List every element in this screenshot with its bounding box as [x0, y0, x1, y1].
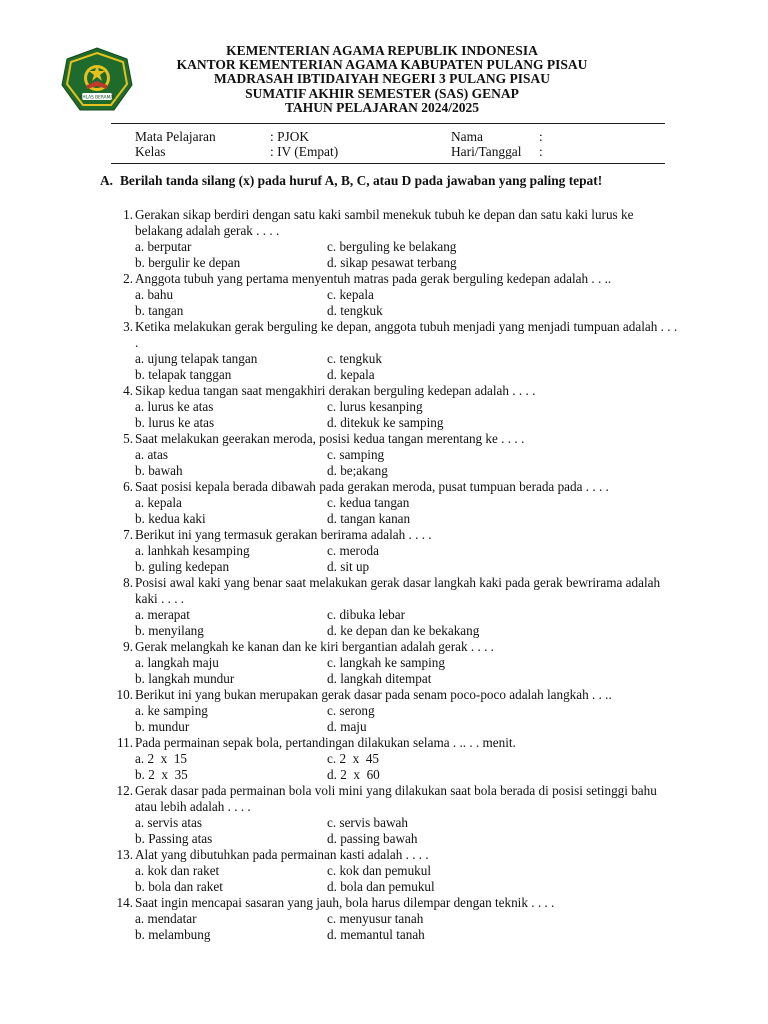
option-d: d. tengkuk [327, 303, 383, 318]
question-number: 6. [123, 479, 133, 494]
question-text: Gerak melangkah ke kanan dan ke kiri bergantian adalah gerak . . . . [135, 639, 494, 654]
option-a: a. ke samping [135, 703, 208, 718]
question-stem [112, 895, 692, 911]
option-row [112, 927, 692, 943]
option-b: b. tangan [135, 303, 184, 318]
divider-bottom [111, 163, 665, 164]
option-b: b. melambung [135, 927, 211, 942]
question-text: Saat posisi kepala berada dibawah pada gerakan meroda, pusat tumpuan berada pada . . . . [135, 479, 609, 494]
question-item [112, 431, 692, 479]
question-item [112, 575, 692, 639]
option-d: d. langkah ditempat [327, 671, 432, 686]
option-row [112, 703, 692, 719]
question-number: 8. [123, 575, 133, 590]
question-item [112, 639, 692, 687]
option-a: a. bahu [135, 287, 174, 302]
question-item [112, 527, 692, 575]
option-row [112, 351, 692, 367]
option-row [112, 671, 692, 687]
option-row [112, 655, 692, 671]
question-stem [112, 431, 692, 447]
question-number: 2. [123, 271, 133, 286]
question-text: Berikut ini yang bukan merupakan gerak dasar pada senam poco-poco adalah langkah . . .. [135, 687, 612, 702]
option-d: d. kepala [327, 367, 375, 382]
option-d: d. be;akang [327, 463, 388, 478]
question-item [112, 847, 692, 895]
option-b: b. langkah mundur [135, 671, 235, 686]
question-stem [112, 527, 692, 543]
name-value: : [539, 129, 543, 144]
option-d: d. 2 x 60 [327, 767, 380, 782]
class-value: : IV (Empat) [270, 144, 339, 159]
kemenag-logo [61, 47, 133, 115]
option-c: c. kok dan pemukul [327, 863, 432, 878]
identity-block [0, 129, 768, 159]
subject-label: Mata Pelajaran [135, 129, 216, 144]
question-text: Berikut ini yang termasuk gerakan berirama adalah . . . . [135, 527, 432, 542]
question-number: 13. [116, 847, 133, 862]
option-c: c. menyusur tanah [327, 911, 424, 926]
option-row [112, 751, 692, 767]
question-item [112, 207, 692, 271]
date-value: : [539, 144, 543, 159]
option-a: a. berputar [135, 239, 192, 254]
option-a: a. 2 x 15 [135, 751, 188, 766]
question-text: Saat melakukan geerakan meroda, posisi kedua tangan merentang ke . . . . [135, 431, 525, 446]
date-label: Hari/Tanggal [451, 144, 522, 159]
question-number: 5. [123, 431, 133, 446]
option-row [112, 239, 692, 255]
option-b: b. bawah [135, 463, 183, 478]
option-a: a. atas [135, 447, 168, 462]
question-stem [112, 271, 692, 287]
section-instruction [100, 173, 602, 189]
question-item [112, 271, 692, 319]
option-row [112, 495, 692, 511]
option-b: b. 2 x 35 [135, 767, 188, 782]
question-number: 14. [116, 895, 133, 910]
option-c: c. langkah ke samping [327, 655, 445, 670]
option-row [112, 303, 692, 319]
option-a: a. lurus ke atas [135, 399, 214, 414]
divider-top [111, 123, 665, 124]
question-text: Posisi awal kaki yang benar saat melakukan gerak dasar langkah kaki pada gerak bewrirama adalah kaki . . . . [135, 575, 661, 606]
question-number: 1. [123, 207, 133, 222]
question-item [112, 895, 692, 943]
option-d: d. memantul tanah [327, 927, 425, 942]
question-item [112, 687, 692, 735]
question-text: Sikap kedua tangan saat mengakhiri derakan berguling kedepan adalah . . . . [135, 383, 536, 398]
option-b: b. bergulir ke depan [135, 255, 241, 270]
question-number: 7. [123, 527, 133, 542]
option-a: a. lanhkah kesamping [135, 543, 250, 558]
section-instruction-text: Berilah tanda silang (x) pada huruf A, B, C, atau D pada jawaban yang paling tepat! [120, 173, 603, 188]
option-c: c. berguling ke belakang [327, 239, 457, 254]
question-item [112, 383, 692, 431]
question-item [112, 783, 692, 847]
option-b: b. menyilang [135, 623, 204, 638]
option-row [112, 399, 692, 415]
option-row [112, 911, 692, 927]
class-label: Kelas [135, 144, 166, 159]
option-b: b. guling kedepan [135, 559, 230, 574]
question-text: Pada permainan sepak bola, pertandingan dilakukan selama . .. . . menit. [135, 735, 516, 750]
option-row [112, 559, 692, 575]
option-a: a. servis atas [135, 815, 203, 830]
option-d: d. passing bawah [327, 831, 418, 846]
question-number: 10. [116, 687, 133, 702]
option-row [112, 863, 692, 879]
option-row [112, 815, 692, 831]
question-text: Alat yang dibutuhkan pada permainan kasti adalah . . . . [135, 847, 429, 862]
option-row [112, 415, 692, 431]
question-text: Gerak dasar pada permainan bola voli mini yang dilakukan saat bola berada di posisi setinggi bahu atau lebih adalah . . . . [135, 783, 657, 814]
option-row [112, 831, 692, 847]
question-stem [112, 319, 692, 351]
option-b: b. telapak tanggan [135, 367, 232, 382]
option-a: a. merapat [135, 607, 190, 622]
option-c: c. serong [327, 703, 375, 718]
option-d: d. tangan kanan [327, 511, 411, 526]
option-row [112, 879, 692, 895]
option-row [112, 255, 692, 271]
question-stem [112, 783, 692, 815]
letterhead-line-school: MADRASAH IBTIDAIYAH NEGERI 3 PULANG PISAU [214, 71, 550, 87]
option-c: c. meroda [327, 543, 379, 558]
letterhead [140, 44, 624, 115]
question-item [112, 319, 692, 383]
question-stem [112, 687, 692, 703]
svg-text:IKHLAS BERAMAL: IKHLAS BERAMAL [78, 95, 116, 101]
option-a: a. langkah maju [135, 655, 219, 670]
option-row [112, 607, 692, 623]
question-number: 11. [117, 735, 133, 750]
option-c: c. servis bawah [327, 815, 408, 830]
question-stem [112, 575, 692, 607]
question-stem [112, 479, 692, 495]
option-row [112, 623, 692, 639]
option-d: d. sit up [327, 559, 370, 574]
question-number: 12. [116, 783, 133, 798]
option-a: a. kok dan raket [135, 863, 220, 878]
option-c: c. lurus kesanping [327, 399, 423, 414]
option-c: c. tengkuk [327, 351, 382, 366]
option-b: b. Passing atas [135, 831, 213, 846]
question-number: 3. [123, 319, 133, 334]
option-a: a. mendatar [135, 911, 197, 926]
option-b: b. lurus ke atas [135, 415, 215, 430]
letterhead-line-exam: SUMATIF AKHIR SEMESTER (SAS) GENAP [245, 85, 519, 101]
option-row [112, 719, 692, 735]
option-c: c. kepala [327, 287, 374, 302]
option-row [112, 287, 692, 303]
option-d: d. ditekuk ke samping [327, 415, 444, 430]
option-b: b. kedua kaki [135, 511, 206, 526]
question-stem [112, 639, 692, 655]
letterhead-line-office: KANTOR KEMENTERIAN AGAMA KABUPATEN PULANG PISAU [176, 57, 588, 73]
option-row [112, 767, 692, 783]
question-number: 4. [123, 383, 133, 398]
question-list [112, 207, 692, 943]
question-stem [112, 735, 692, 751]
name-label: Nama [451, 129, 483, 144]
option-row [112, 447, 692, 463]
option-d: d. bola dan pemukul [327, 879, 435, 894]
option-b: b. mundur [135, 719, 190, 734]
option-b: b. bola dan raket [135, 879, 223, 894]
option-d: d. maju [327, 719, 367, 734]
option-row [112, 367, 692, 383]
question-stem [112, 847, 692, 863]
question-stem [112, 383, 692, 399]
option-row [112, 543, 692, 559]
option-row [112, 511, 692, 527]
question-number: 9. [123, 639, 133, 654]
option-d: d. sikap pesawat terbang [327, 255, 457, 270]
question-text: Ketika melakukan gerak berguling ke depan, anggota tubuh menjadi yang menjadi tumpuan adalah . . . . [135, 319, 678, 350]
option-a: a. kepala [135, 495, 182, 510]
option-row [112, 463, 692, 479]
question-text: Gerakan sikap berdiri dengan satu kaki sambil menekuk tubuh ke depan dan satu kaki lurus ke belakang adalah gerak . . . . [135, 207, 634, 238]
section-letter: A. [100, 173, 114, 188]
option-c: c. dibuka lebar [327, 607, 405, 622]
letterhead-line-year: TAHUN PELAJARAN 2024/2025 [284, 99, 479, 115]
option-d: d. ke depan dan ke bekakang [327, 623, 480, 638]
option-c: c. 2 x 45 [327, 751, 380, 766]
question-item [112, 735, 692, 783]
question-stem [112, 207, 692, 239]
question-text: Anggota tubuh yang pertama menyentuh matras pada gerak berguling kedepan adalah . . .. [135, 271, 612, 286]
question-text: Saat ingin mencapai sasaran yang jauh, bola harus dilempar dengan teknik . . . . [135, 895, 555, 910]
question-item [112, 479, 692, 527]
option-c: c. kedua tangan [327, 495, 410, 510]
subject-value: : PJOK [270, 129, 310, 144]
option-c: c. samping [327, 447, 385, 462]
option-a: a. ujung telapak tangan [135, 351, 258, 366]
letterhead-line-ministry: KEMENTERIAN AGAMA REPUBLIK INDONESIA [226, 43, 538, 58]
